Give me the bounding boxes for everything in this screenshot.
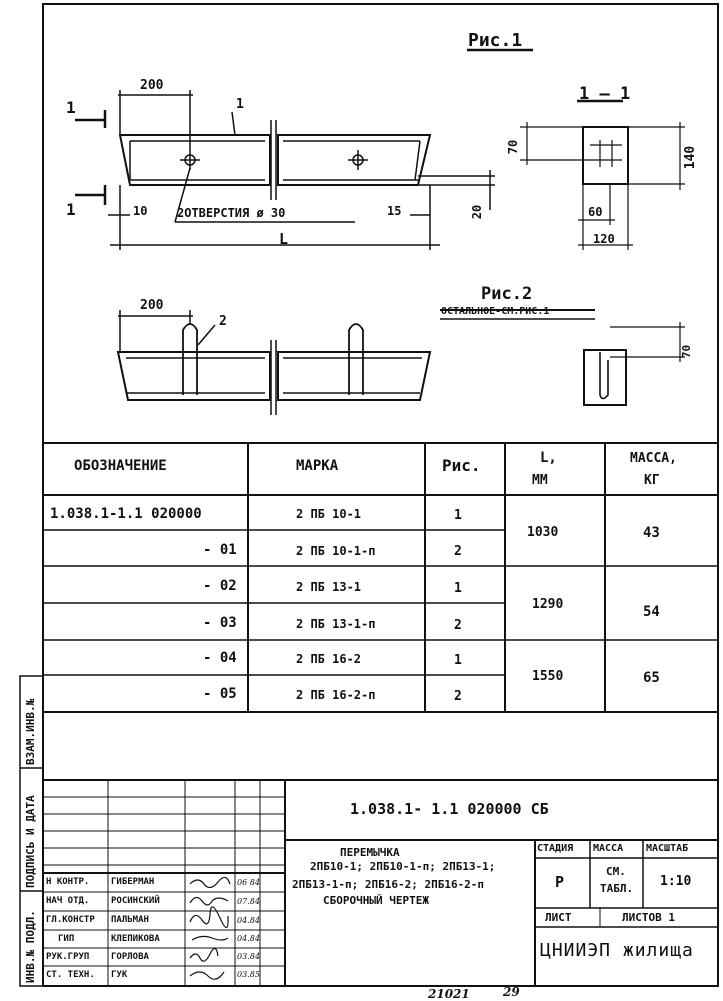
row-designation: - 04 bbox=[203, 650, 237, 666]
staff-role: Н КОНТР. bbox=[46, 877, 90, 887]
group-mass: 43 bbox=[643, 525, 660, 541]
stage-value: Р bbox=[555, 873, 565, 891]
doc-code: 1.038.1- 1.1 020000 СБ bbox=[350, 800, 549, 818]
doc-name-line4: СБОРОЧНЫЙ ЧЕРТЕЖ bbox=[323, 894, 429, 907]
doc-name-line3: 2ПБ13-1-п; 2ПБ16-2; 2ПБ16-2-п bbox=[292, 878, 485, 891]
cut-mark-top: 1 bbox=[66, 98, 76, 117]
fig2-dim-70: 70 bbox=[680, 344, 694, 359]
section-dim-120: 120 bbox=[593, 232, 615, 246]
row-mark: 2 ПБ 13-1 bbox=[296, 580, 362, 594]
dim-200-fig1: 200 bbox=[140, 78, 164, 93]
staff-date: 07.84 bbox=[237, 897, 260, 906]
row-fig: 2 bbox=[454, 689, 462, 704]
row-mark: 2 ПБ 16-2 bbox=[296, 652, 362, 666]
staff-role: ГЛ.КОНСТР bbox=[46, 915, 95, 925]
row-designation: 1.038.1-1.1 020000 bbox=[50, 506, 202, 522]
scale-header: МАСШТАБ bbox=[646, 843, 689, 854]
dim-20: 20 bbox=[470, 204, 485, 220]
fig2-title: Рис.2 bbox=[481, 284, 533, 304]
footer-number: 21021 bbox=[428, 987, 470, 1001]
row-mark: 2 ПБ 16-2-п bbox=[296, 688, 376, 702]
section-dim-140: 140 bbox=[683, 145, 699, 170]
row-mark: 2 ПБ 10-1-п bbox=[296, 544, 376, 558]
row-fig: 2 bbox=[454, 618, 462, 633]
stage-header: СТАДИЯ bbox=[537, 843, 574, 854]
staff-date: 04.84 bbox=[237, 916, 260, 925]
staff-name: ГОРЛОВА bbox=[111, 952, 149, 962]
fig1-title: Рис.1 bbox=[468, 30, 523, 51]
dim-200-fig2: 200 bbox=[140, 298, 164, 313]
staff-date: 04.84 bbox=[237, 934, 260, 943]
side-label-podpis: ПОДПИСЬ И ДАТА bbox=[24, 795, 37, 888]
col-header-mass-unit: КГ bbox=[644, 473, 660, 488]
col-header-mark: МАРКА bbox=[296, 458, 339, 474]
side-label-inv: ИНВ.№ ПОДЛ. bbox=[24, 910, 37, 983]
sheets-label: ЛИСТОВ 1 bbox=[622, 911, 675, 924]
row-mark: 2 ПБ 10-1 bbox=[296, 507, 362, 521]
doc-name-line2: 2ПБ10-1; 2ПБ10-1-п; 2ПБ13-1; bbox=[310, 860, 496, 873]
staff-name: ПАЛЬМАН bbox=[111, 915, 149, 925]
staff-name: РОСИНСКИЙ bbox=[111, 896, 160, 906]
group-length: 1290 bbox=[532, 597, 564, 612]
scale-value: 1:10 bbox=[660, 874, 692, 889]
row-designation: - 02 bbox=[203, 578, 237, 594]
staff-date: 03.85 bbox=[237, 970, 260, 979]
row-fig: 1 bbox=[454, 653, 462, 668]
sheet-label: ЛИСТ bbox=[545, 911, 572, 924]
row-fig: 1 bbox=[454, 581, 462, 596]
leader-label-1: 1 bbox=[236, 97, 244, 112]
fig2-note: ОСТАЛЬНОЕ-СМ.РИС.1 bbox=[441, 306, 550, 317]
group-length: 1550 bbox=[532, 669, 564, 684]
staff-role: НАЧ ОТД. bbox=[46, 896, 90, 906]
row-designation: - 01 bbox=[203, 542, 237, 558]
section-label: 1 — 1 bbox=[579, 84, 631, 104]
footer-page: 29 bbox=[503, 985, 520, 999]
staff-name: КЛЕПИКОВА bbox=[111, 934, 160, 944]
leader-label-2: 2 bbox=[219, 314, 227, 329]
row-designation: - 03 bbox=[203, 615, 237, 631]
side-label-vzam: ВЗАМ.ИНВ.№ bbox=[24, 698, 37, 765]
col-header-length: L, bbox=[540, 450, 557, 466]
group-length: 1030 bbox=[527, 525, 559, 540]
doc-name-line1: ПЕРЕМЫЧКА bbox=[340, 846, 400, 859]
row-fig: 2 bbox=[454, 544, 462, 559]
dim-10: 10 bbox=[133, 204, 148, 218]
mass-value-line2: ТАБЛ. bbox=[600, 882, 634, 895]
col-header-mass: МАССА, bbox=[630, 451, 677, 466]
staff-name: ГИБЕРМАН bbox=[111, 877, 155, 887]
staff-date: 06 84 bbox=[237, 878, 260, 887]
row-designation: - 05 bbox=[203, 686, 237, 702]
staff-role: РУК.ГРУП bbox=[46, 952, 90, 962]
mass-header: МАССА bbox=[593, 843, 624, 854]
staff-role: ГИП bbox=[58, 934, 75, 944]
group-mass: 65 bbox=[643, 670, 660, 686]
staff-name: ГУК bbox=[111, 970, 128, 980]
organization: ЦНИИЭП жилища bbox=[540, 940, 694, 961]
dim-L: L bbox=[279, 230, 289, 248]
staff-date: 03.84 bbox=[237, 952, 260, 961]
row-mark: 2 ПБ 13-1-п bbox=[296, 617, 376, 631]
cut-mark-bottom: 1 bbox=[66, 200, 76, 219]
col-header-fig: Рис. bbox=[442, 456, 481, 475]
col-header-designation: ОБОЗНАЧЕНИЕ bbox=[74, 458, 167, 474]
dim-15: 15 bbox=[387, 204, 402, 218]
group-mass: 54 bbox=[643, 604, 660, 620]
section-dim-60: 60 bbox=[588, 205, 603, 219]
row-fig: 1 bbox=[454, 508, 462, 523]
col-header-length-unit: ММ bbox=[532, 473, 548, 488]
staff-role: СТ. ТЕХН. bbox=[46, 970, 95, 980]
section-dim-70: 70 bbox=[506, 139, 521, 155]
mass-value-line1: СМ. bbox=[606, 865, 626, 878]
holes-note: 2ОТВЕРСТИЯ ø 30 bbox=[177, 206, 286, 220]
